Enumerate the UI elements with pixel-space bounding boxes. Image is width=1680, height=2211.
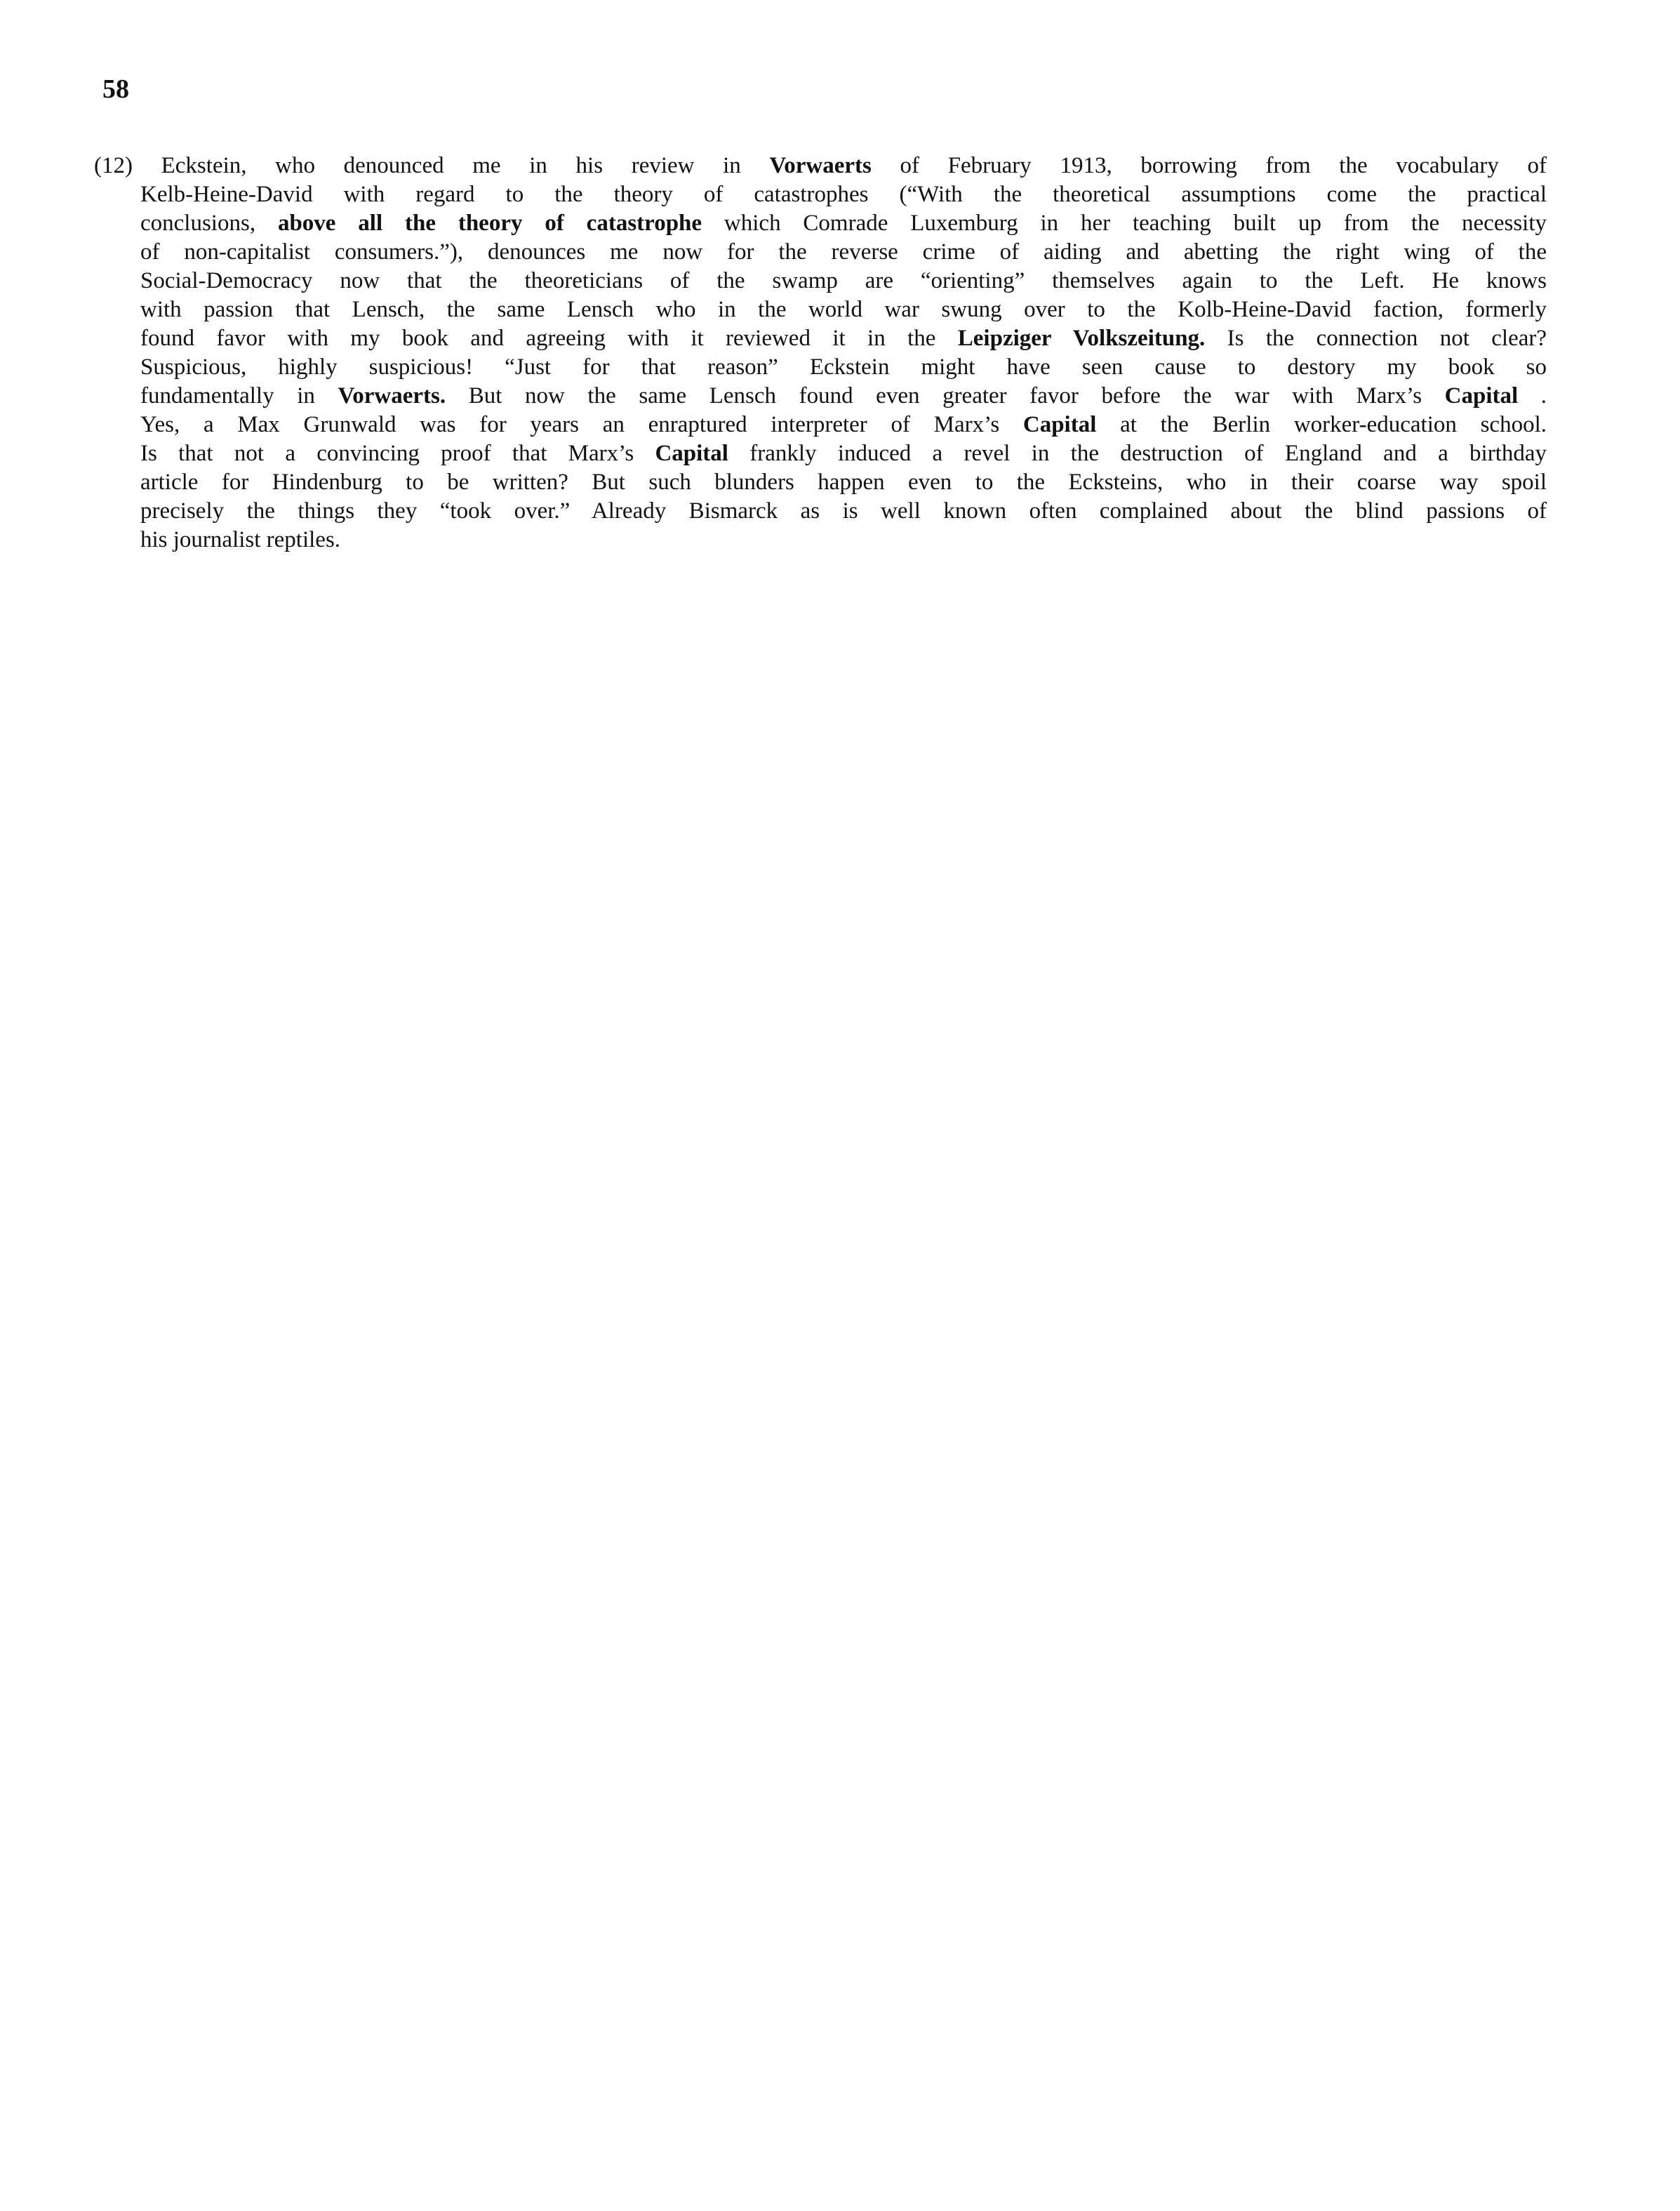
- footnote-bold-text: Leipziger Volkszeitung.: [957, 326, 1206, 351]
- footnote-text: frankly induced a revel in the destruction of England and a birthday: [728, 441, 1547, 466]
- footnote-text: Is the connection not clear?: [1205, 326, 1547, 351]
- footnote-line: [94, 296, 1547, 324]
- footnote-bold-text: Capital: [1022, 412, 1097, 437]
- footnote-line: [94, 152, 1547, 180]
- footnote-text: Suspicious, highly suspicious! “Just for that reason” Eckstein might have seen cause to destory my book so: [140, 354, 1547, 380]
- footnote-text: which Comrade Luxemburg in her teaching built up from the necessity: [702, 211, 1547, 236]
- footnote-line: [94, 209, 1547, 238]
- footnote-line: [94, 180, 1547, 209]
- footnote-bold-text: Capital: [1444, 383, 1519, 409]
- footnote-line: [94, 267, 1547, 296]
- footnote-text: with passion that Lensch, the same Lensch who in the world war swung over to the Kolb-Heine-David faction, formerly: [140, 297, 1547, 322]
- footnote-line: [94, 468, 1547, 497]
- footnote-line: [94, 497, 1547, 526]
- footnote-bold-text: Vorwaerts.: [338, 383, 446, 409]
- footnote-text: article for Hindenburg to be written? But such blunders happen even to the Ecksteins, who in their coarse way spoil: [140, 470, 1547, 495]
- footnote-12: [94, 152, 1547, 555]
- footnote-line: [94, 439, 1547, 468]
- footnote-line: [94, 353, 1547, 382]
- footnote-text: Social-Democracy now that the theoreticians of the swamp are “orienting” themselves again to the Left. He knows: [140, 268, 1547, 293]
- footnote-text: (12) Eckstein, who denounced me in his review in: [94, 153, 770, 178]
- footnote-text: conclusions,: [140, 211, 278, 236]
- footnote-line: [94, 324, 1547, 353]
- footnote-text: .: [1518, 383, 1547, 409]
- footnote-text: Yes, a Max Grunwald was for years an enraptured interpreter of Marx’s: [140, 412, 1023, 437]
- footnote-text: of February 1913, borrowing from the vocabulary of: [871, 153, 1547, 178]
- footnote-line: [94, 411, 1547, 439]
- footnote-text: found favor with my book and agreeing with it reviewed it in the: [140, 326, 958, 351]
- footnote-text: of non-capitalist consumers.”), denounces me now for the reverse crime of aiding and abetting the right wing of the: [140, 239, 1547, 265]
- footnote-bold-text: above all the theory of catastrophe: [277, 211, 702, 236]
- footnote-line: [94, 526, 1547, 555]
- footnote-text: fundamentally in: [140, 383, 338, 409]
- footnote-line: [94, 382, 1547, 411]
- page-number: 58: [102, 74, 129, 104]
- footnote-text: precisely the things they “took over.” Already Bismarck as is well known often complained about the blind passions of: [140, 498, 1547, 524]
- footnote-text: Is that not a convincing proof that Marx’s: [140, 441, 655, 466]
- footnote-text: Kelb-Heine-David with regard to the theory of catastrophes (“With the theoretical assumptions come the practical: [140, 182, 1547, 207]
- footnote-bold-text: Capital: [655, 441, 728, 466]
- footnote-text: at the Berlin worker-education school.: [1096, 412, 1547, 437]
- footnote-line: [94, 238, 1547, 267]
- footnote-bold-text: Vorwaerts: [769, 153, 872, 178]
- footnote-text: But now the same Lensch found even greater favor before the war with Marx’s: [446, 383, 1445, 409]
- footnote-text: his journalist reptiles.: [140, 527, 341, 552]
